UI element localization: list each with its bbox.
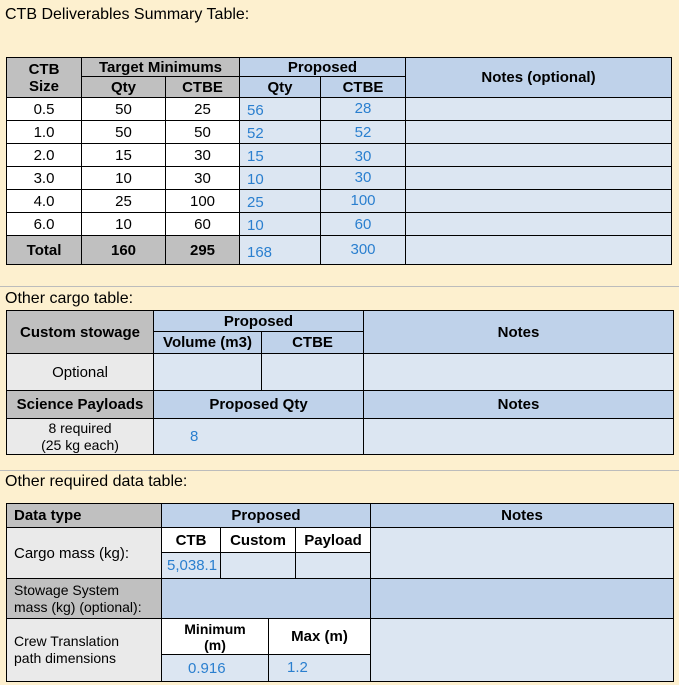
total-target-ctbe: 295	[165, 235, 240, 265]
row-proposed-qty-input[interactable]: 52	[239, 120, 321, 144]
cargo-mass-label: Cargo mass (kg):	[6, 527, 162, 579]
header-target-minimums: Target Minimums	[81, 57, 240, 77]
optional-notes-input[interactable]	[363, 353, 674, 391]
cargo-custom-input[interactable]	[220, 552, 296, 579]
header-ctb-size-line1: CTB	[28, 60, 60, 78]
header-proposed: Proposed	[239, 57, 406, 77]
header-proposed: Proposed	[153, 310, 364, 332]
stowage-system-label	[6, 578, 162, 619]
row-size: 0.5	[6, 97, 82, 121]
crew-minimum-input[interactable]: 0.916	[161, 654, 269, 682]
header-notes-2: Notes	[363, 390, 674, 419]
optional-label: Optional	[6, 353, 154, 391]
science-required	[6, 418, 154, 455]
row-proposed-ctbe-input[interactable]: 52	[320, 120, 406, 144]
row-target-qty: 50	[81, 97, 166, 121]
row-proposed-qty-input[interactable]: 25	[239, 189, 321, 213]
optional-ctbe-input[interactable]	[261, 353, 364, 391]
row-target-ctbe: 25	[165, 97, 240, 121]
total-proposed-ctbe-input[interactable]: 300	[320, 235, 406, 265]
row-proposed-ctbe-input[interactable]: 30	[320, 166, 406, 190]
crew-notes-input[interactable]	[370, 618, 674, 682]
row-target-qty: 25	[81, 189, 166, 213]
section-title-other-cargo: Other cargo table:	[5, 290, 134, 307]
row-proposed-qty-input[interactable]: 10	[239, 212, 321, 236]
stowage-line1: Stowage System	[14, 581, 120, 598]
row-size: 3.0	[6, 166, 82, 190]
row-target-qty: 50	[81, 120, 166, 144]
header-notes: Notes	[363, 310, 674, 354]
header-ctb: CTB	[161, 527, 221, 553]
stowage-notes-input[interactable]	[370, 578, 674, 619]
row-notes-input[interactable]	[405, 97, 672, 121]
header-ctbe: CTBE	[261, 331, 364, 354]
row-target-qty: 10	[81, 166, 166, 190]
header-volume: Volume (m3)	[153, 331, 262, 354]
row-proposed-ctbe-input[interactable]: 30	[320, 143, 406, 167]
header-proposed-ctbe: CTBE	[320, 76, 406, 98]
stowage-line2: mass (kg) (optional):	[14, 598, 142, 615]
crew-translation-label	[6, 618, 162, 682]
row-proposed-qty-input[interactable]: 56	[239, 97, 321, 121]
row-notes-input[interactable]	[405, 189, 672, 213]
row-target-qty: 15	[81, 143, 166, 167]
header-payload: Payload	[295, 527, 371, 553]
section-title-ctb-summary: CTB Deliverables Summary Table:	[5, 6, 250, 23]
optional-volume-input[interactable]	[153, 353, 262, 391]
science-required-line1: 8 required	[48, 419, 112, 436]
header-custom-stowage: Custom stowage	[6, 310, 154, 354]
header-ctb-size	[6, 57, 82, 98]
science-required-line2: (25 kg each)	[41, 436, 119, 453]
row-proposed-ctbe-input[interactable]: 28	[320, 97, 406, 121]
row-proposed-ctbe-input[interactable]: 60	[320, 212, 406, 236]
science-notes-input[interactable]	[363, 418, 674, 455]
cargo-payload-input[interactable]	[295, 552, 371, 579]
row-target-ctbe: 60	[165, 212, 240, 236]
science-qty-input[interactable]: 8	[153, 418, 364, 455]
header-proposed-qty: Proposed Qty	[153, 390, 364, 419]
cargo-notes-input[interactable]	[370, 527, 674, 579]
header-ctb-size-line2: Size	[28, 77, 59, 95]
row-proposed-qty-input[interactable]: 10	[239, 166, 321, 190]
total-target-qty: 160	[81, 235, 166, 265]
row-target-ctbe: 30	[165, 143, 240, 167]
total-proposed-qty-input[interactable]: 168	[239, 235, 321, 265]
header-target-qty: Qty	[81, 76, 166, 98]
row-size: 6.0	[6, 212, 82, 236]
row-notes-input[interactable]	[405, 120, 672, 144]
row-notes-input[interactable]	[405, 143, 672, 167]
stowage-proposed-input[interactable]	[161, 578, 371, 619]
section-title-other-data: Other required data table:	[5, 473, 188, 490]
header-data-type: Data type	[6, 503, 162, 528]
crew-max-input[interactable]: 1.2	[268, 654, 371, 682]
total-label: Total	[6, 235, 82, 265]
row-size: 2.0	[6, 143, 82, 167]
row-target-ctbe: 30	[165, 166, 240, 190]
header-science-payloads: Science Payloads	[6, 390, 154, 419]
row-notes-input[interactable]	[405, 212, 672, 236]
header-proposed: Proposed	[161, 503, 371, 528]
header-max: Max (m)	[268, 618, 371, 655]
row-proposed-ctbe-input[interactable]: 100	[320, 189, 406, 213]
header-minimum	[161, 618, 269, 655]
minimum-line2: (m)	[204, 636, 226, 653]
header-target-ctbe: CTBE	[165, 76, 240, 98]
header-notes: Notes	[370, 503, 674, 528]
header-notes-optional: Notes (optional)	[405, 57, 672, 98]
crew-line2: path dimensions	[14, 650, 116, 666]
total-notes-input[interactable]	[405, 235, 672, 265]
cargo-ctb-input[interactable]: 5,038.1	[161, 552, 221, 579]
row-target-ctbe: 100	[165, 189, 240, 213]
row-notes-input[interactable]	[405, 166, 672, 190]
header-proposed-qty: Qty	[239, 76, 321, 98]
row-size: 4.0	[6, 189, 82, 213]
row-target-ctbe: 50	[165, 120, 240, 144]
row-proposed-qty-input[interactable]: 15	[239, 143, 321, 167]
row-target-qty: 10	[81, 212, 166, 236]
row-size: 1.0	[6, 120, 82, 144]
header-custom: Custom	[220, 527, 296, 553]
minimum-line1: Minimum	[184, 620, 246, 637]
crew-line1: Crew Translation	[14, 633, 120, 649]
